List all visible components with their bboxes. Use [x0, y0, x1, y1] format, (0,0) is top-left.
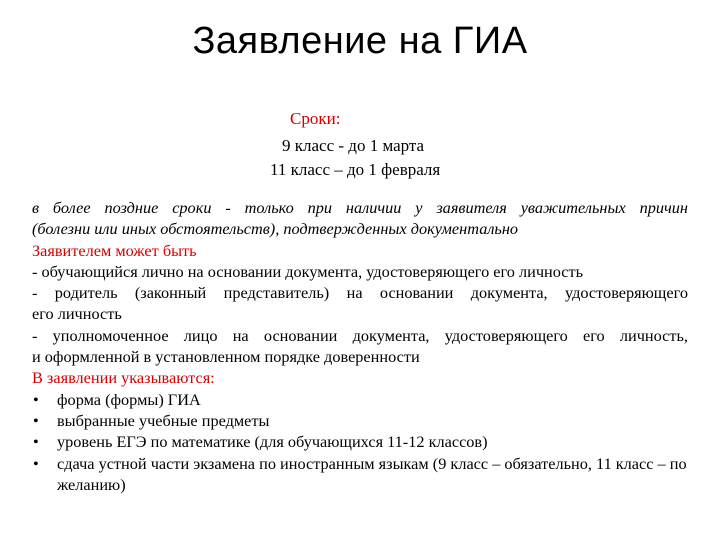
list-item — [32, 410, 688, 431]
body-text — [32, 197, 688, 495]
list-item — [32, 453, 688, 496]
list-item-text: сдача устной части экзамена по иностранным языкам (9 класс – обязательно, 11 класс – по желанию) — [57, 453, 687, 494]
applicant-parent-line-2: его личность — [32, 304, 122, 324]
bullet-icon: • — [33, 453, 39, 473]
bullet-icon: • — [33, 410, 39, 430]
list-item — [32, 389, 688, 410]
applicant-proxy-line-1: - уполномоченное лицо на основании документа, удостоверяющего его личность, — [32, 325, 688, 345]
late-note-line-2: (болезни или иных обстоятельств), подтвержденных документально — [32, 219, 519, 239]
contents-list — [32, 389, 688, 495]
applicants-heading: Заявителем может быть — [32, 240, 197, 260]
deadlines-label: Сроки: — [290, 109, 341, 128]
deadline-grade-9: 9 класс - до 1 марта — [282, 136, 425, 155]
list-item-text: выбранные учебные предметы — [57, 410, 270, 430]
applicant-student: - обучающийся лично на основании документа, удостоверяющего его личность — [32, 261, 584, 281]
list-item-text: уровень ЕГЭ по математике (для обучающихся 11-12 классов) — [57, 432, 488, 452]
bullet-icon: • — [33, 389, 39, 409]
list-item — [32, 431, 688, 452]
applicant-parent-line-1: - родитель (законный представитель) на основании документа, удостоверяющего — [32, 283, 688, 303]
list-item-text: форма (формы) ГИА — [57, 389, 201, 409]
deadline-grade-11: 11 класс – до 1 февраля — [270, 160, 441, 179]
contents-heading: В заявлении указываются: — [32, 368, 215, 388]
late-note-line-1: в более поздние сроки - только при наличии у заявителя уважительных причин — [32, 198, 688, 217]
page-title: Заявление на ГИА — [192, 20, 528, 62]
applicant-proxy-line-2: и оформленной в установленном порядке доверенности — [32, 347, 420, 367]
bullet-icon: • — [33, 432, 39, 452]
